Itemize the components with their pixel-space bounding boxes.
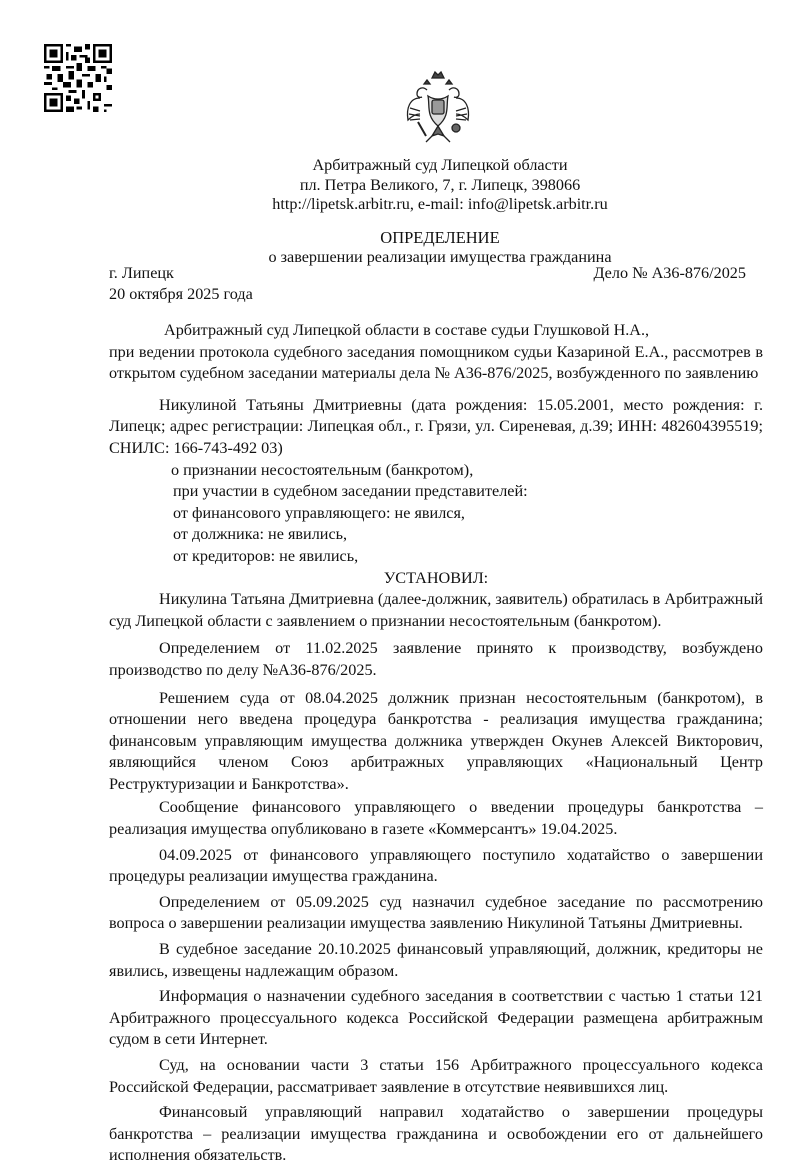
paragraph: Информация о назначении судебного заседания в соответствии с частью 1 статьи 121 Арбитражного процессуального кодекса Российской Федерации размещена арбитражным судом в сети Интернет. [109, 987, 763, 1049]
paragraph: 04.09.2025 от финансового управляющего поступило ходатайство о завершении процедуры реализации имущества гражданина. [109, 845, 763, 886]
qr-code-icon [44, 44, 112, 112]
document-type: ОПРЕДЕЛЕНИЕ [380, 228, 500, 247]
subject-line: от должника: не явились, [173, 525, 348, 544]
intro-paragraph: при ведении протокола судебного заседания помощником судьи Казариной Е.А., рассмотрев в открытом судебном заседании материалы дела № А36-876/2025, возбужденного по заявлению [109, 342, 763, 383]
subject-line: от кредиторов: не явились, [173, 546, 359, 565]
subject-line: о признании несостоятельным (банкротом), [171, 460, 474, 479]
paragraph: Финансовый управляющий направил ходатайство о завершении процедуры банкротства – реализации имущества гражданина и освобождении его от дальнейшего исполнения обязательств. [109, 1103, 763, 1165]
court-address: пл. Петра Великого, 7, г. Липецк, 398066 [299, 176, 581, 194]
applicant-details: Никулиной Татьяны Дмитриевны (дата рождения: 15.05.2001, место рождения: г. Липецк; адрес регистрации: Липецкая обл., г. Грязи, ул. Сиреневая, д.39; ИНН: 482604395519; СНИЛС: 166-743-492 03) [109, 395, 763, 457]
coat-of-arms-icon [404, 68, 472, 154]
paragraph: В судебное заседание 20.10.2025 финансовый управляющий, должник, кредиторы не явились, извещены надлежащим образом. [109, 940, 763, 980]
intro-line: Арбитражный суд Липецкой области в составе судьи Глушковой Н.А., [164, 321, 650, 339]
court-contacts: http://lipetsk.arbitr.ru, e-mail: info@lipetsk.arbitr.ru [272, 195, 608, 213]
document-body [109, 320, 763, 1167]
case-number: Дело № А36-876/2025 [593, 264, 746, 282]
court-name: Арбитражный суд Липецкой области [312, 156, 568, 174]
document-city: г. Липецк [109, 264, 174, 282]
paragraph: Суд, на основании части 3 статьи 156 Арбитражного процессуального кодекса Российской Федерации, рассматривает заявление в отсутствие неявившихся лиц. [109, 1056, 763, 1096]
subject-line: от финансового управляющего: не явился, [173, 503, 465, 522]
document-date: 20 октября 2025 года [109, 285, 253, 303]
paragraph: Никулина Татьяна Дмитриевна (далее-должник, заявитель) обратилась в Арбитражный суд Липецкой области с заявлением о признании несостоятельным (банкротом). [109, 590, 763, 630]
paragraph: Определением от 05.09.2025 суд назначил судебное заседание по рассмотрению вопроса о завершении реализации имущества заявлению Никулиной Татьяны Дмитриевны. [109, 892, 763, 933]
section-heading: УСТАНОВИЛ: [383, 568, 489, 587]
paragraph: Решением суда от 08.04.2025 должник признан несостоятельным (банкротом), в отношении него введена процедура банкротства - реализация имущества гражданина; финансовым управляющим имущества должника утвержден Окунев Алексей Викторович, являющийся членом Союз арбитражных управляющих «Национальный Центр Реструктуризации и Банкротства». [109, 688, 763, 793]
subject-line: при участии в судебном заседании представителей: [173, 482, 528, 501]
paragraph: Сообщение финансового управляющего о введении процедуры банкротства – реализация имущества опубликовано в газете «Коммерсантъ» 19.04.2025. [109, 798, 763, 839]
paragraph: Определением от 11.02.2025 заявление принято к производству, возбуждено производство по делу №А36-876/2025. [109, 639, 763, 679]
document-subtitle: о завершении реализации имущества гражданина [268, 248, 612, 266]
